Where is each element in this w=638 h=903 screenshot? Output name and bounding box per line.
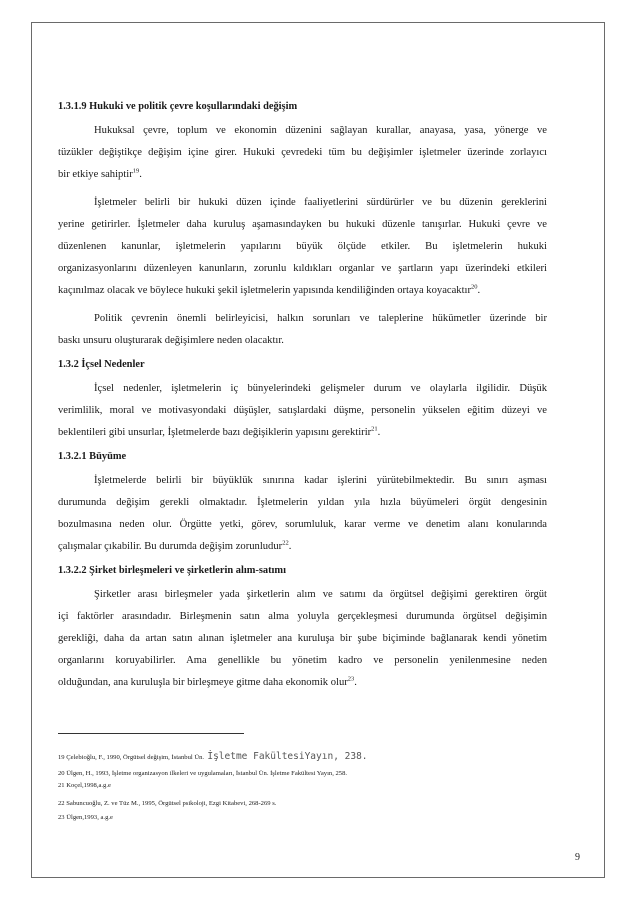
- paragraph-political-environment: Politik çevrenin önemli belirleyicisi, halkın sorunları ve taleplerine hükümetler üzerinde bir baskı unsuru oluşturarak değişimlere neden olacaktır.: [58, 313, 547, 346]
- footnote-23: 23 Ülgen,1993, a.g.e: [58, 814, 113, 821]
- section-heading-growth: 1.3.2.1 Büyüme: [58, 451, 127, 462]
- paragraph-legal-order: İşletmeler belirli bir hukuki düzen içinde faaliyetlerini sürdürürler ve bu düzenin gereklerini yerine getirirler. İşletmeler daha kuruluş aşamasındayken bu hukuki düzenle tanışırlar. Hukuki çevre ve düzenlenen kanunlar, işletmelerin yapılarını büyük ölçüde etkiler. Bu işletmelerin hukuki organizasyonlarını düzenleyen kanunların, zorunlu kıldıkları organlar ve şartların yapı üzerindeki etkileri kaçınılmaz olacak ve böylece hukuki şekil işletmelerin yapısında kendiliğinden ortaya koyacaktır$^{20}$.: [58, 197, 547, 296]
- paragraph-growth: İşletmelerde belirli bir büyüklük sınırına kadar işlerini yürütebilmektedir. Bu sınırı aşması durumunda değişim gerekli olmaktadır. İşletmelerin yıldan yıla hızla büyümeleri örgüt dengesinin bozulmasına neden olur. Örgütte yetki, görev, sorumluluk, karar verme ve denetim alanı konularında çalışmalar çıkabilir. Bu durumda değişim zorunludur$^{22}$.: [58, 475, 547, 552]
- footnote-20: 20 Ülgen, H., 1993, İşletme organizasyon ilkeleri ve uygulamaları, İstanbul Ün. İşletme Fakültesi Yayın, 258.: [58, 770, 348, 777]
- footnote-ref-22: 22: [282, 539, 289, 547]
- footnote-21: 21 Koçel,1998,a.g.e: [58, 782, 111, 789]
- section-heading-internal-causes: 1.3.2 İçsel Nedenler: [58, 359, 145, 370]
- footnote-22: 22 Sabuncuoğlu, Z. ve Tüz M., 1995, Örgütsel psikoloji, Ezgi Kitabevi, 268-269 s.: [58, 800, 277, 807]
- paragraph-mergers: Şirketler arası birleşmeler yada şirketlerin alım ve satımı da örgütsel değişimi gerektiren örgüt içi faktörler arasındadır. Birleşmenin satın alma yoluyla gerçekleşmesi durumunda örgütsel değişimin gerekliği, daha da artan satın alınan işletmeler ana kuruluşa bir şube biçiminde bağlanarak kendi yönetim organlarını koruyabilirler. Ama genellikle bu yönetim kadro ve personelin yenilenmesine neden olduğundan, ana kuruluşla bir birleşmeye gitme daha ekonomik olur$^{23}$.: [58, 589, 547, 688]
- footnote-ref-21: 21: [371, 425, 378, 433]
- section-heading-mergers: 1.3.2.2 Şirket birleşmeleri ve şirketlerin alım-satımı: [58, 565, 286, 576]
- footnote-ref-20: 20: [471, 283, 478, 291]
- paragraph-internal-causes: İçsel nedenler, işletmelerin iç bünyelerindeki gelişmeler durum ve olaylarla ilgilidir. Düşük verimlilik, moral ve motivasyondaki düşüşler, satışlardaki düşme, personelin yükselen eğitim düzeyi ve beklentileri gibi unsurlar, İşletmelerde bazı değişiklerin yapısını gerektirir$^{21}$.: [58, 383, 547, 438]
- paragraph-legal-environment: Hukuksal çevre, toplum ve ekonomin düzenini sağlayan kurallar, anayasa, yasa, yönerge ve tüzükler değiştikçe değişim içine girer. Hukuki çevredeki tüm bu değişimler işletmeler üzerinde zorlayıcı bir etkiye sahiptir$^{19}$.: [58, 125, 547, 180]
- footnote-ref-23: 23: [347, 675, 355, 683]
- footnote-19: 19 Çelebioğlu, F., 1990, Örgütsel değişim, İstanbul Ün. İşletme FakültesiYayın, 238.: [58, 751, 368, 762]
- page-body: [58, 100, 547, 694]
- footnote-ref-19: 19: [132, 167, 140, 175]
- page-number: 9: [575, 852, 580, 863]
- section-heading-legal-political: 1.3.1.9 Hukuki ve politik çevre koşullarındaki değişim: [58, 101, 298, 112]
- footnote-separator: [58, 733, 244, 734]
